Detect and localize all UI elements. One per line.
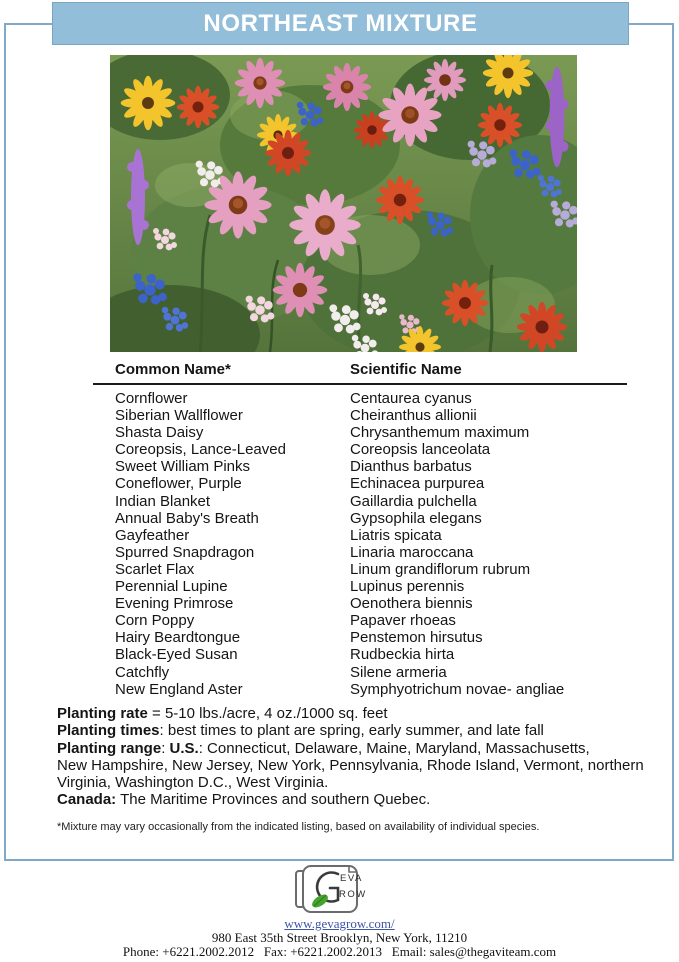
species-row <box>0 493 679 510</box>
geva-grow-logo <box>294 864 366 919</box>
scientific-name-cell: Lupinus perennis <box>350 578 465 596</box>
common-name-cell: Coneflower, Purple <box>115 475 242 493</box>
species-row <box>0 527 679 544</box>
scientific-name-cell: Symphyotrichum novae- angliae <box>350 680 565 698</box>
species-row <box>0 424 679 441</box>
common-name-cell: Black-Eyed Susan <box>115 646 238 664</box>
common-name-cell: Gayfeather <box>115 526 190 544</box>
planting-times-line: Planting times: best times to plant are spring, early summer, and late fall <box>57 722 544 740</box>
scientific-name-cell: Silene armeria <box>350 663 447 681</box>
common-name-cell: Spurred Snapdragon <box>115 543 255 561</box>
column-header-scientific: Scientific Name <box>350 361 462 378</box>
canada-line: Canada: The Maritime Provinces and southern Quebec. <box>57 791 431 809</box>
page-title: NORTHEAST MIXTURE <box>203 9 478 37</box>
common-name-cell: New England Aster <box>115 680 243 698</box>
scientific-name-cell: Gaillardia pulchella <box>350 492 477 510</box>
species-row <box>0 390 679 407</box>
scientific-name-cell: Liatris spicata <box>350 526 442 544</box>
common-name-cell: Annual Baby's Breath <box>115 509 259 527</box>
logo-text-eva: EVA <box>340 873 363 884</box>
footnote: *Mixture may vary occasionally from the indicated listing, based on availability of individual species. <box>57 821 540 833</box>
title-banner <box>52 2 629 45</box>
planting-info <box>57 705 649 809</box>
common-name-cell: Sweet William Pinks <box>115 458 251 476</box>
species-row <box>0 612 679 629</box>
common-name-cell: Corn Poppy <box>115 612 195 630</box>
table-rule <box>93 383 627 385</box>
common-name-cell: Catchfly <box>115 663 170 681</box>
scientific-name-cell: Centaurea cyanus <box>350 390 472 407</box>
scientific-name-cell: Penstemon hirsutus <box>350 629 483 647</box>
species-row <box>0 544 679 561</box>
species-table-body <box>0 390 679 698</box>
species-row <box>0 578 679 595</box>
scientific-name-cell: Cheiranthus allionii <box>350 407 477 425</box>
common-name-cell: Indian Blanket <box>115 492 211 510</box>
planting-rate-line: Planting rate = 5-10 lbs./acre, 4 oz./1000 sq. feet <box>57 705 388 722</box>
column-header-common: Common Name* <box>115 361 231 378</box>
scientific-name-cell: Rudbeckia hirta <box>350 646 455 664</box>
common-name-cell: Evening Primrose <box>115 595 234 613</box>
species-row <box>0 629 679 646</box>
planting-times-label: Planting times <box>57 722 160 740</box>
canada-label: Canada: <box>57 791 117 809</box>
logo-text-row: ROW <box>339 889 366 900</box>
common-name-cell: Hairy Beardtongue <box>115 629 241 647</box>
wildflower-meadow-illustration <box>110 55 577 352</box>
common-name-cell: Cornflower <box>115 390 188 407</box>
common-name-cell: Scarlet Flax <box>115 560 195 578</box>
scientific-name-cell: Gypsophila elegans <box>350 509 482 527</box>
contact-line: Phone: +6221.2002.2012 Fax: +6221.2002.2013 Email: sales@thegaviteam.com <box>122 943 557 959</box>
species-row <box>0 441 679 458</box>
species-row <box>0 561 679 578</box>
us-label: U.S. <box>169 739 199 757</box>
website-link[interactable]: www.gevagrow.com/ <box>284 916 395 931</box>
wildflower-photo <box>110 55 577 352</box>
common-name-cell: Siberian Wallflower <box>115 407 243 425</box>
species-row <box>0 475 679 492</box>
scientific-name-cell: Linum grandiflorum rubrum <box>350 560 531 578</box>
scientific-name-cell: Papaver rhoeas <box>350 612 456 630</box>
species-row <box>0 407 679 424</box>
scientific-name-cell: Dianthus barbatus <box>350 458 472 476</box>
species-row <box>0 646 679 663</box>
species-row <box>0 664 679 681</box>
species-row <box>0 595 679 612</box>
address-line: 980 East 35th Street Brooklyn, New York, 11210 <box>211 929 468 945</box>
planting-rate-label: Planting rate <box>57 705 148 722</box>
scientific-name-cell: Echinacea purpurea <box>350 475 485 493</box>
planting-range-line: Planting range: U.S.: Connecticut, Delaware, Maine, Maryland, Massachusetts, New Hampshire, New Jersey, New York, Pennsylvania, Rhode Island, Vermont, northern Virginia, Washington D.C., West Virginia. <box>57 739 644 792</box>
species-row <box>0 681 679 698</box>
common-name-cell: Perennial Lupine <box>115 578 228 596</box>
scientific-name-cell: Chrysanthemum maximum <box>350 424 530 442</box>
common-name-cell: Coreopsis, Lance-Leaved <box>115 441 286 459</box>
footer <box>0 917 679 959</box>
species-row <box>0 458 679 475</box>
species-row <box>0 510 679 527</box>
scientific-name-cell: Linaria maroccana <box>350 543 474 561</box>
planting-range-label: Planting range <box>57 739 162 757</box>
scientific-name-cell: Coreopsis lanceolata <box>350 441 491 459</box>
scientific-name-cell: Oenothera biennis <box>350 595 473 613</box>
common-name-cell: Shasta Daisy <box>115 424 204 442</box>
